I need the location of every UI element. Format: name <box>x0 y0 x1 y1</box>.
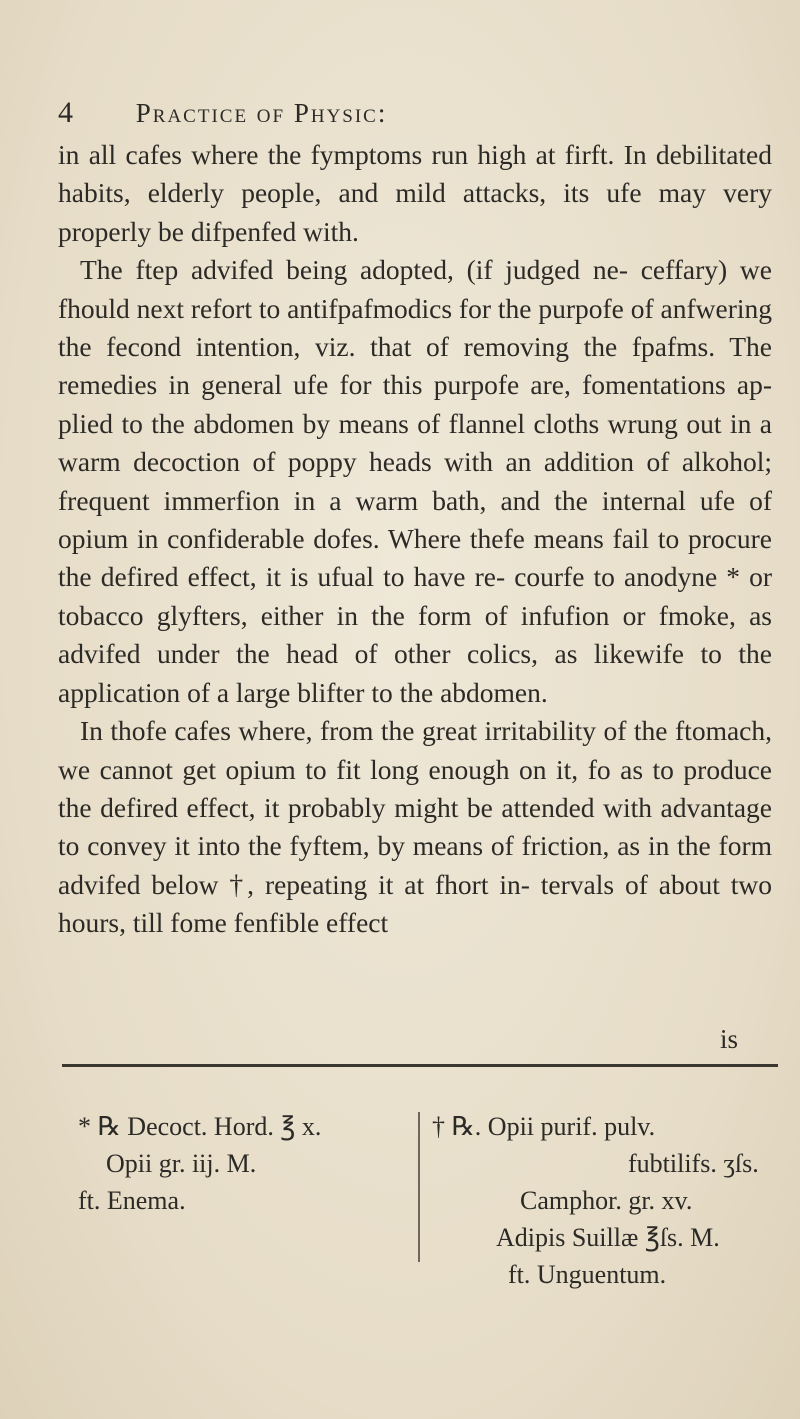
text-line: confiderable dofes. Where thefe means fail to <box>167 523 689 555</box>
text-line: In debilitated habits, elderly people, and mild <box>58 139 772 209</box>
paragraph-3 <box>58 712 772 942</box>
text-line: courfe to anodyne * or tobacco glyfters, either in <box>58 561 772 631</box>
text-line: head of other colics, as likewife to the application <box>58 638 772 708</box>
footnote-line: * ℞ Decoct. Hord. ℥ x. <box>78 1112 322 1141</box>
footnote-line: † ℞. Opii purif. pulv. <box>432 1112 656 1141</box>
running-header <box>58 96 758 130</box>
text-line: a warm bath, and the internal ufe of opium in <box>58 484 773 555</box>
paragraph-1 <box>58 136 772 251</box>
text-line: plied to the abdomen by means of flannel cloths <box>58 407 608 439</box>
text-line: with an addition of alkohol; frequent immerfion in <box>58 446 772 516</box>
running-title: Practice of Physic: <box>135 98 388 128</box>
text-line: tervals of about two hours, till fome fenfible effect <box>58 868 772 939</box>
text-line: probably might be attended with advantage to <box>58 791 772 862</box>
text-line: general ufe for this purpofe are, fomentations ap- <box>201 369 772 401</box>
text-line: In thofe cafes where, from the great irritability of <box>80 715 634 747</box>
text-line: in the form advifed below †, repeating it at fhort in- <box>58 830 772 900</box>
footnote-line: fubtilifs. ʒſs. <box>628 1149 759 1178</box>
paragraph-2 <box>58 251 772 712</box>
text-line: the ftomach, we cannot get opium to fit long <box>58 715 772 785</box>
catchword: is <box>719 1024 738 1054</box>
text-line: convey it into the fyftem, by means of friction, as <box>87 830 648 862</box>
footnote-right <box>432 1108 792 1293</box>
text-line: wrung out in a warm decoction of poppy heads <box>58 407 772 478</box>
footnote-line: Opii gr. iij. M. <box>106 1149 257 1178</box>
text-line: that of removing the fpafms. The remedies in <box>58 331 772 401</box>
footnote-line: Camphor. gr. xv. <box>520 1186 693 1215</box>
page-number: 4 <box>58 96 74 129</box>
text-line: of a large blifter to the abdomen. <box>187 676 548 708</box>
footnote-rule <box>62 1064 778 1067</box>
footnote-left <box>78 1108 378 1219</box>
footnote-line: ft. Enema. <box>78 1186 186 1215</box>
text-line: ceffary) we fhould next refort to antifpafmodics for <box>58 254 772 324</box>
footnote-line: ft. Unguentum. <box>508 1260 667 1289</box>
text-line: The ftep advifed being adopted, (if judged ne- <box>80 254 641 286</box>
footnote-divider <box>418 1112 420 1262</box>
text-line: procure the defired effect, it is ufual to have re- <box>58 523 772 593</box>
text-line: enough on it, fo as to produce the defired effect, it <box>58 753 772 823</box>
text-line: attacks, its ufe may very properly be difpenfed <box>58 177 773 247</box>
text-line: the purpofe of anfwering the fecond intention, viz. <box>58 292 773 363</box>
text-line: the form of infufion or fmoke, as advifed under the <box>58 599 772 670</box>
text-line: with. <box>303 215 359 247</box>
footnote-line: Adipis Suillæ ℥ſs. M. <box>496 1223 720 1252</box>
text-line: in all cafes where the fymptoms run high at firft. <box>58 139 624 170</box>
body-text <box>58 136 772 943</box>
